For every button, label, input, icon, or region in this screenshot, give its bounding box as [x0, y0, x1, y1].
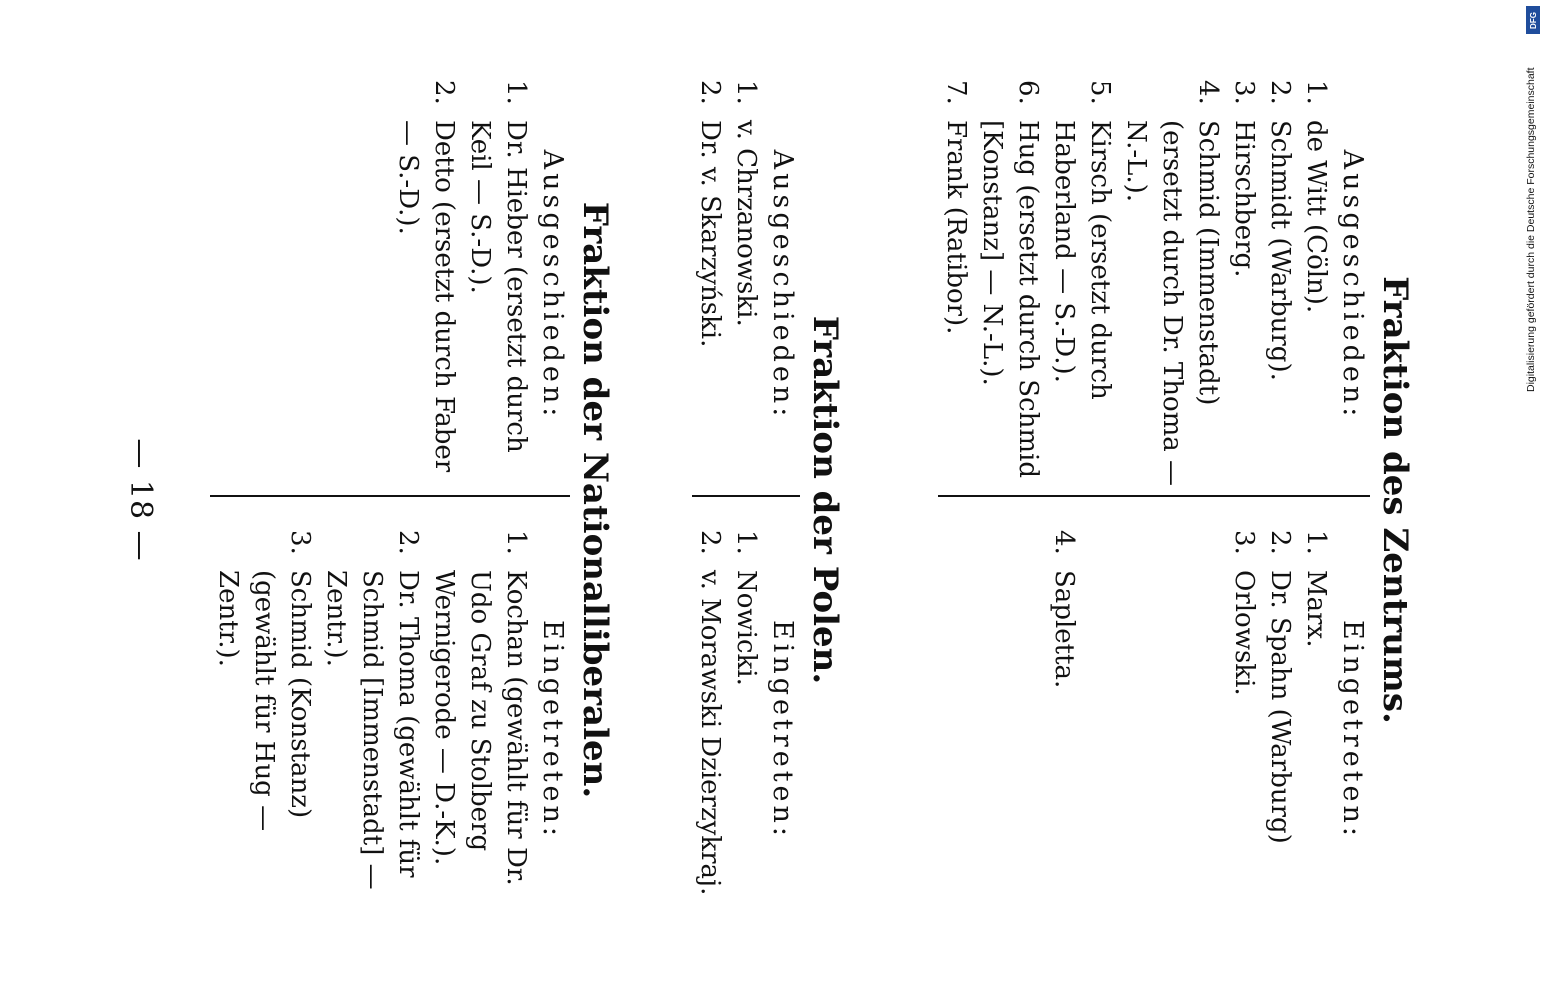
rotated-page	[120, 60, 1420, 940]
left-column	[210, 60, 570, 500]
entry-list	[210, 530, 534, 930]
list-item	[1298, 80, 1334, 490]
entry-text: de Witt (Cöln).	[1301, 120, 1331, 314]
entry-text: Sapletta.	[1049, 570, 1079, 689]
entry-number: 2.	[429, 80, 459, 105]
list-item	[1226, 530, 1262, 930]
entry-number: 4.	[1193, 80, 1223, 105]
list-item	[692, 530, 728, 930]
list-item	[1046, 80, 1118, 490]
section-title: Fraktion des Zentrums.	[1375, 276, 1415, 724]
list-item	[938, 80, 974, 490]
entry-number: 1.	[731, 80, 761, 105]
section-title: Fraktion der Polen.	[805, 315, 845, 685]
entry-list	[692, 80, 764, 490]
column-heading: Eingetreten:	[767, 619, 798, 841]
list-item	[318, 530, 426, 930]
list-item	[210, 530, 318, 930]
entry-number: 1.	[1301, 80, 1331, 105]
column-divider	[210, 495, 570, 497]
entry-text: Frank (Ratibor).	[941, 120, 971, 335]
list-item	[1226, 80, 1262, 490]
entry-text: Dr. Spahn (Warburg)	[1265, 570, 1295, 844]
entry-text: Dr. Thoma (gewählt für Schmid [Immenstadt] — Zentr.).	[321, 570, 423, 890]
column-heading: Eingetreten:	[1337, 619, 1368, 841]
section-nationalliberale	[210, 60, 620, 940]
list-item	[1262, 80, 1298, 490]
column-heading: Eingetreten:	[537, 619, 568, 841]
section-columns	[692, 60, 800, 940]
entry-text: Hug (ersetzt durch Schmid [Konstanz] — N.-L.).	[977, 120, 1043, 478]
list-item	[728, 80, 764, 490]
entry-list	[938, 80, 1334, 490]
entry-text: Dr. Hieber (ersetzt durch Keil — S.-D.).	[465, 120, 531, 453]
section-columns	[938, 60, 1370, 940]
dfg-logo-icon	[1526, 6, 1540, 34]
list-item	[728, 530, 764, 930]
left-column	[692, 60, 800, 500]
entry-list	[692, 530, 764, 930]
list-item	[1298, 530, 1334, 930]
dfg-logo-text: DFG	[1528, 11, 1538, 29]
column-heading: Ausgeschieden:	[1337, 149, 1368, 421]
entry-text: Kirsch (ersetzt durch Haberland — S.-D.).	[1049, 120, 1115, 400]
entry-number: 1.	[1301, 530, 1331, 555]
list-item	[1046, 530, 1082, 930]
list-item	[426, 530, 534, 930]
entry-number: 2.	[1265, 530, 1295, 555]
entry-number: 2.	[695, 530, 725, 555]
entry-text: Nowicki.	[731, 570, 761, 686]
list-item	[974, 80, 1046, 490]
entry-number: 4.	[1049, 530, 1079, 555]
entry-number: 2.	[695, 80, 725, 105]
column-divider	[938, 495, 1370, 497]
entry-spacer	[1082, 530, 1226, 930]
column-heading: Ausgeschieden:	[767, 149, 798, 421]
section-polen	[692, 60, 850, 940]
entry-text: Schmidt (Warburg).	[1265, 120, 1295, 381]
column-heading: Ausgeschieden:	[537, 149, 568, 421]
section-title: Fraktion der Nationalliberalen.	[575, 201, 615, 799]
list-item	[390, 80, 462, 490]
list-item	[692, 80, 728, 490]
entry-number: 1.	[501, 530, 531, 555]
entry-list	[390, 80, 534, 490]
list-item	[1262, 530, 1298, 930]
entry-text: Marx.	[1301, 570, 1331, 648]
funding-note: Digitalisierung gefördert durch die Deutsche Forschungsgemeinschaft	[1525, 67, 1537, 392]
entry-text: Detto (ersetzt durch Faber — S.-D.).	[393, 120, 459, 473]
entry-number: 3.	[1229, 530, 1259, 555]
entry-text: Schmid (Immenstadt) (ersetzt durch Dr. Thoma — N.-L.).	[1121, 120, 1223, 487]
right-column	[210, 500, 570, 940]
right-column	[692, 500, 800, 940]
entry-text: Kochan (gewählt für Dr. Udo Graf zu Stolberg Wernigerode — D.-K.).	[429, 570, 531, 886]
entry-text: Orlowski.	[1229, 570, 1259, 696]
entry-number: 3.	[285, 530, 315, 555]
entry-number: 2.	[393, 530, 423, 555]
entry-number: 5.	[1085, 80, 1115, 105]
entry-text: v. Chrzanowski.	[731, 120, 761, 327]
column-divider	[692, 495, 800, 497]
entry-number: 1.	[501, 80, 531, 105]
list-item	[462, 80, 534, 490]
left-column	[938, 60, 1370, 500]
entry-text: Hirschberg.	[1229, 120, 1259, 278]
page-number: — 18 —	[123, 438, 158, 562]
entry-number: 6.	[1013, 80, 1043, 105]
entry-number: 7.	[941, 80, 971, 105]
entry-text: Dr. v. Skarzyński.	[695, 120, 725, 348]
right-column	[938, 500, 1370, 940]
list-item	[1118, 80, 1226, 490]
entry-text: Schmid (Konstanz) (gewählt für Hug — Zentr.).	[213, 570, 315, 832]
entry-list	[1046, 530, 1334, 930]
entry-number: 1.	[731, 530, 761, 555]
entry-number: 3.	[1229, 80, 1259, 105]
entry-text: v. Morawski Dzierzykraj.	[695, 570, 725, 896]
section-zentrum	[938, 60, 1420, 940]
section-columns	[210, 60, 570, 940]
entry-number: 2.	[1265, 80, 1295, 105]
